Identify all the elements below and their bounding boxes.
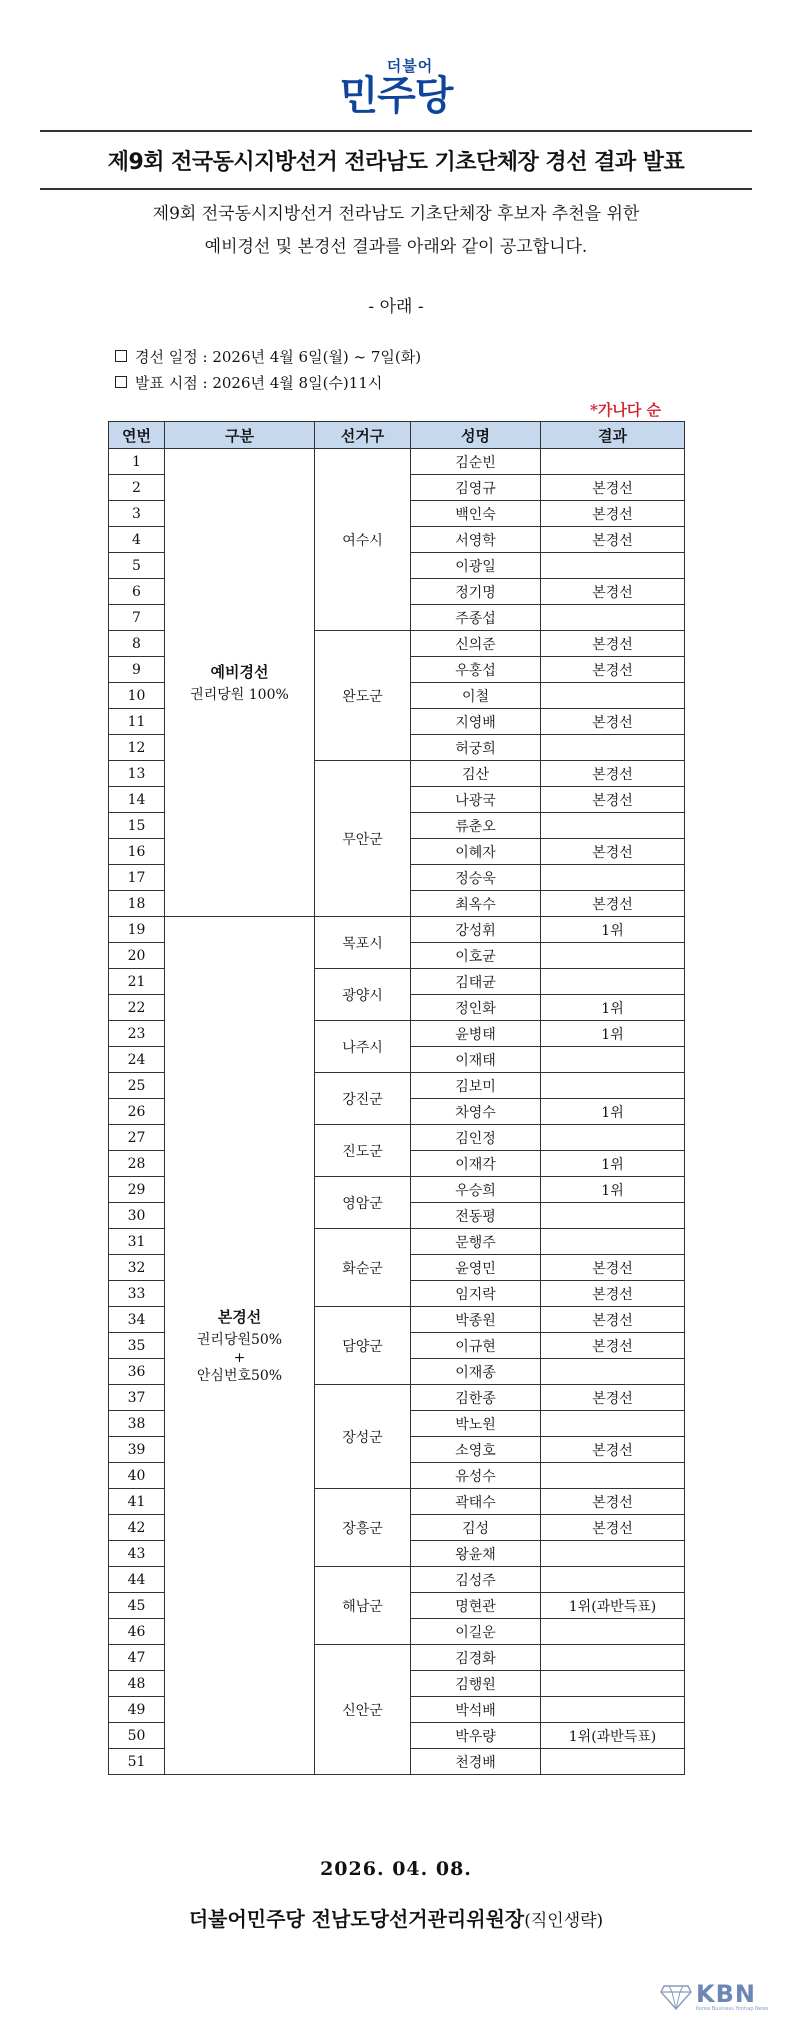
cell-result: 본경선	[541, 891, 685, 917]
header-district: 선거구	[315, 422, 411, 449]
table-row	[109, 449, 685, 475]
announce-text: 발표 시점 : 2026년 4월 8일(수)11시	[135, 374, 383, 392]
cell-result: 1위	[541, 1099, 685, 1125]
cell-no: 38	[109, 1411, 165, 1437]
table-row	[109, 917, 685, 943]
cell-name: 박석배	[411, 1697, 541, 1723]
cell-result: 1위(과반득표)	[541, 1593, 685, 1619]
cell-result: 본경선	[541, 579, 685, 605]
cell-no: 18	[109, 891, 165, 917]
cell-result	[541, 1229, 685, 1255]
cell-name: 김순빈	[411, 449, 541, 475]
cell-result	[541, 1125, 685, 1151]
cell-no: 16	[109, 839, 165, 865]
cell-result: 본경선	[541, 1307, 685, 1333]
cell-result: 본경선	[541, 1333, 685, 1359]
cell-result	[541, 943, 685, 969]
cell-district: 나주시	[315, 1021, 411, 1073]
cell-name: 우승희	[411, 1177, 541, 1203]
cell-no: 32	[109, 1255, 165, 1281]
cell-no: 4	[109, 527, 165, 553]
results-table	[108, 421, 685, 1775]
cell-result	[541, 735, 685, 761]
cell-result: 1위(과반득표)	[541, 1723, 685, 1749]
cell-result	[541, 449, 685, 475]
cell-district: 담양군	[315, 1307, 411, 1385]
cell-no: 42	[109, 1515, 165, 1541]
cell-name: 김한종	[411, 1385, 541, 1411]
cell-no: 33	[109, 1281, 165, 1307]
seal-note: (직인생략)	[524, 1911, 604, 1931]
cell-result	[541, 1541, 685, 1567]
cell-name: 백인숙	[411, 501, 541, 527]
cell-name: 김성주	[411, 1567, 541, 1593]
kbn-watermark	[660, 1980, 772, 2012]
cell-district: 진도군	[315, 1125, 411, 1177]
cell-result	[541, 1073, 685, 1099]
cell-no: 28	[109, 1151, 165, 1177]
party-logo	[0, 58, 792, 118]
cell-result: 1위	[541, 917, 685, 943]
cell-name: 정인화	[411, 995, 541, 1021]
cell-no: 3	[109, 501, 165, 527]
cell-district: 장흥군	[315, 1489, 411, 1567]
cell-no: 48	[109, 1671, 165, 1697]
category-name: 본경선	[217, 1307, 262, 1326]
category-plus: +	[233, 1349, 246, 1366]
cell-no: 15	[109, 813, 165, 839]
cell-name: 김인정	[411, 1125, 541, 1151]
cell-no: 9	[109, 657, 165, 683]
cell-result	[541, 1645, 685, 1671]
cell-no: 30	[109, 1203, 165, 1229]
cell-name: 명현관	[411, 1593, 541, 1619]
cell-name: 박우량	[411, 1723, 541, 1749]
cell-name: 김성	[411, 1515, 541, 1541]
cell-no: 12	[109, 735, 165, 761]
cell-name: 정기명	[411, 579, 541, 605]
cell-name: 윤병태	[411, 1021, 541, 1047]
checkbox-square-icon	[115, 350, 127, 362]
diamond-icon	[660, 1984, 692, 2010]
signature: 더불어민주당 전남도당선거관리위원장	[188, 1907, 525, 1931]
cell-no: 41	[109, 1489, 165, 1515]
cell-no: 14	[109, 787, 165, 813]
cell-result: 본경선	[541, 709, 685, 735]
cell-no: 22	[109, 995, 165, 1021]
cell-no: 5	[109, 553, 165, 579]
cell-result: 본경선	[541, 1255, 685, 1281]
cell-result	[541, 1463, 685, 1489]
cell-district: 장성군	[315, 1385, 411, 1489]
cell-no: 25	[109, 1073, 165, 1099]
cell-name: 차영수	[411, 1099, 541, 1125]
cell-no: 46	[109, 1619, 165, 1645]
cell-result: 본경선	[541, 475, 685, 501]
cell-name: 유성수	[411, 1463, 541, 1489]
cell-name: 김보미	[411, 1073, 541, 1099]
cell-district: 완도군	[315, 631, 411, 761]
header-no: 연번	[109, 422, 165, 449]
cell-result: 본경선	[541, 1489, 685, 1515]
cell-name: 이재각	[411, 1151, 541, 1177]
cell-result	[541, 1411, 685, 1437]
cell-result	[541, 1749, 685, 1775]
cell-result: 본경선	[541, 527, 685, 553]
cell-name: 이재태	[411, 1047, 541, 1073]
cell-no: 36	[109, 1359, 165, 1385]
cell-result	[541, 1203, 685, 1229]
cell-district: 영암군	[315, 1177, 411, 1229]
title-bar	[40, 130, 752, 190]
cell-no: 6	[109, 579, 165, 605]
cell-result	[541, 1567, 685, 1593]
cell-district: 여수시	[315, 449, 411, 631]
cell-name: 왕윤채	[411, 1541, 541, 1567]
cell-result: 본경선	[541, 787, 685, 813]
signature-line	[0, 1903, 792, 1932]
cell-no: 40	[109, 1463, 165, 1489]
cell-result: 1위	[541, 1021, 685, 1047]
cell-name: 윤영민	[411, 1255, 541, 1281]
cell-name: 이광일	[411, 553, 541, 579]
intro-line-2: 예비경선 및 본경선 결과를 아래와 같이 공고합니다.	[204, 237, 588, 257]
cell-result: 1위	[541, 995, 685, 1021]
cell-result: 본경선	[541, 501, 685, 527]
cell-name: 천경배	[411, 1749, 541, 1775]
cell-no: 50	[109, 1723, 165, 1749]
cell-result	[541, 1671, 685, 1697]
cell-no: 44	[109, 1567, 165, 1593]
cell-district: 강진군	[315, 1073, 411, 1125]
cell-result	[541, 1359, 685, 1385]
cell-name: 서영학	[411, 527, 541, 553]
cell-name: 신의준	[411, 631, 541, 657]
sort-note: *가나다 순	[590, 401, 662, 419]
cell-result: 1위	[541, 1177, 685, 1203]
cell-no: 13	[109, 761, 165, 787]
cell-district: 광양시	[315, 969, 411, 1021]
category-desc: 권리당원 100%	[190, 686, 289, 703]
cell-name: 허궁희	[411, 735, 541, 761]
cell-name: 문행주	[411, 1229, 541, 1255]
cell-name: 이규현	[411, 1333, 541, 1359]
cell-result	[541, 1619, 685, 1645]
cell-no: 51	[109, 1749, 165, 1775]
cell-name: 전동평	[411, 1203, 541, 1229]
cell-name: 김산	[411, 761, 541, 787]
cell-no: 17	[109, 865, 165, 891]
cell-result: 본경선	[541, 631, 685, 657]
cell-name: 김행원	[411, 1671, 541, 1697]
cell-name: 이철	[411, 683, 541, 709]
header-result: 결과	[541, 422, 685, 449]
cell-no: 7	[109, 605, 165, 631]
cell-name: 이재종	[411, 1359, 541, 1385]
cell-result: 본경선	[541, 1515, 685, 1541]
cell-no: 43	[109, 1541, 165, 1567]
cell-result	[541, 865, 685, 891]
category-desc-2: 안심번호50%	[196, 1367, 283, 1384]
cell-district: 목포시	[315, 917, 411, 969]
cell-no: 10	[109, 683, 165, 709]
cell-result: 본경선	[541, 657, 685, 683]
cell-name: 김영규	[411, 475, 541, 501]
cell-district: 무안군	[315, 761, 411, 917]
cell-no: 23	[109, 1021, 165, 1047]
cell-name: 우홍섭	[411, 657, 541, 683]
cell-no: 11	[109, 709, 165, 735]
category-main	[165, 917, 315, 1775]
cell-no: 45	[109, 1593, 165, 1619]
kbn-logo-text: KBN	[696, 1980, 756, 2008]
cell-result: 본경선	[541, 839, 685, 865]
intro-line-1: 제9회 전국동시지방선거 전라남도 기초단체장 후보자 추천을 위한	[152, 204, 640, 224]
cell-no: 26	[109, 1099, 165, 1125]
cell-result	[541, 969, 685, 995]
cell-no: 37	[109, 1385, 165, 1411]
cell-district: 화순군	[315, 1229, 411, 1307]
cell-name: 이길운	[411, 1619, 541, 1645]
cell-name: 김경화	[411, 1645, 541, 1671]
header-name: 성명	[411, 422, 541, 449]
category-desc: 권리당원50%	[196, 1331, 283, 1348]
intro-paragraph	[0, 198, 792, 264]
announcement-date: 2026. 04. 08.	[320, 1858, 472, 1880]
cell-no: 2	[109, 475, 165, 501]
cell-district: 신안군	[315, 1645, 411, 1775]
cell-name: 박노원	[411, 1411, 541, 1437]
cell-no: 34	[109, 1307, 165, 1333]
logo-main-text: 민주당	[339, 73, 453, 119]
cell-no: 1	[109, 449, 165, 475]
cell-result: 본경선	[541, 761, 685, 787]
cell-name: 소영호	[411, 1437, 541, 1463]
cell-name: 최옥수	[411, 891, 541, 917]
cell-no: 47	[109, 1645, 165, 1671]
cell-result: 본경선	[541, 1437, 685, 1463]
page-title: 제9회 전국동시지방선거 전라남도 기초단체장 경선 결과 발표	[107, 149, 685, 175]
cell-no: 31	[109, 1229, 165, 1255]
cell-name: 류춘오	[411, 813, 541, 839]
schedule-text: 경선 일정 : 2026년 4월 6일(월) ~ 7일(화)	[135, 348, 422, 366]
cell-result: 1위	[541, 1151, 685, 1177]
category-preliminary	[165, 449, 315, 917]
cell-no: 8	[109, 631, 165, 657]
cell-name: 정승욱	[411, 865, 541, 891]
cell-result	[541, 813, 685, 839]
category-name: 예비경선	[210, 662, 269, 681]
cell-name: 강성휘	[411, 917, 541, 943]
cell-name: 김태균	[411, 969, 541, 995]
checkbox-square-icon	[115, 376, 127, 388]
below-marker: - 아래 -	[368, 297, 424, 317]
cell-no: 39	[109, 1437, 165, 1463]
header-category: 구분	[165, 422, 315, 449]
cell-no: 29	[109, 1177, 165, 1203]
logo-small-text: 더불어	[386, 57, 434, 75]
cell-result	[541, 683, 685, 709]
cell-no: 24	[109, 1047, 165, 1073]
cell-result: 본경선	[541, 1385, 685, 1411]
cell-result	[541, 1047, 685, 1073]
cell-result	[541, 1697, 685, 1723]
cell-no: 35	[109, 1333, 165, 1359]
cell-no: 27	[109, 1125, 165, 1151]
cell-no: 19	[109, 917, 165, 943]
cell-result: 본경선	[541, 1281, 685, 1307]
cell-name: 이혜자	[411, 839, 541, 865]
info-announce	[115, 372, 382, 393]
cell-no: 49	[109, 1697, 165, 1723]
cell-no: 20	[109, 943, 165, 969]
cell-name: 곽태수	[411, 1489, 541, 1515]
cell-name: 박종원	[411, 1307, 541, 1333]
cell-name: 임지락	[411, 1281, 541, 1307]
cell-name: 주종섭	[411, 605, 541, 631]
cell-result	[541, 553, 685, 579]
info-schedule	[115, 346, 421, 367]
cell-no: 21	[109, 969, 165, 995]
table-header-row	[109, 422, 685, 449]
cell-result	[541, 605, 685, 631]
cell-name: 이호균	[411, 943, 541, 969]
cell-name: 나광국	[411, 787, 541, 813]
kbn-subtitle: Korea Business Yonhap News	[696, 2006, 769, 2012]
cell-name: 지영배	[411, 709, 541, 735]
cell-district: 해남군	[315, 1567, 411, 1645]
